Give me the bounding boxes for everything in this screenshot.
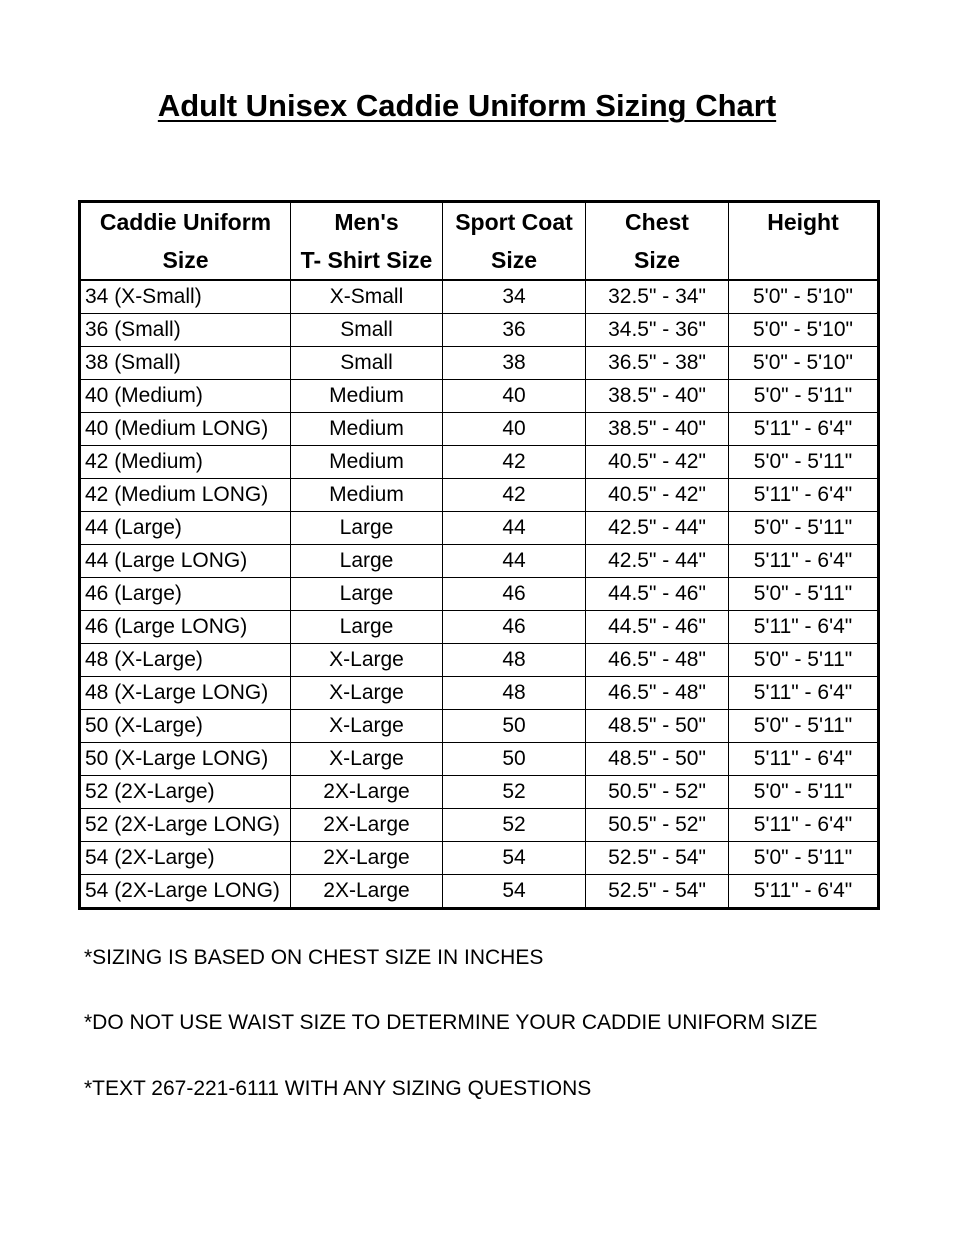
sport-coat-cell: 44 — [443, 512, 586, 545]
header-caddie-uniform-sub: Size — [80, 241, 291, 280]
chest-size-cell: 34.5" - 36" — [586, 314, 729, 347]
table-row — [80, 446, 879, 479]
uniform-size-cell: 54 (2X-Large) — [80, 842, 291, 875]
chest-size-cell: 44.5" - 46" — [586, 578, 729, 611]
uniform-size-cell: 46 (Large) — [80, 578, 291, 611]
height-cell: 5'0" - 5'11" — [729, 512, 879, 545]
uniform-size-cell: 52 (2X-Large LONG) — [80, 809, 291, 842]
sport-coat-cell: 42 — [443, 446, 586, 479]
header-mens-sub: T- Shirt Size — [291, 241, 443, 280]
sport-coat-cell: 46 — [443, 611, 586, 644]
height-cell: 5'0" - 5'10" — [729, 280, 879, 314]
tshirt-size-cell: Medium — [291, 413, 443, 446]
height-cell: 5'0" - 5'11" — [729, 644, 879, 677]
note-chest-sizing: *SIZING IS BASED ON CHEST SIZE IN INCHES — [84, 946, 544, 969]
table-row — [80, 280, 879, 314]
uniform-size-cell: 42 (Medium) — [80, 446, 291, 479]
chest-size-cell: 46.5" - 48" — [586, 677, 729, 710]
uniform-size-cell: 44 (Large) — [80, 512, 291, 545]
sport-coat-cell: 46 — [443, 578, 586, 611]
tshirt-size-cell: 2X-Large — [291, 809, 443, 842]
height-cell: 5'11" - 6'4" — [729, 413, 879, 446]
tshirt-size-cell: 2X-Large — [291, 842, 443, 875]
table-row — [80, 479, 879, 512]
tshirt-size-cell: Large — [291, 512, 443, 545]
table-row — [80, 314, 879, 347]
uniform-size-cell: 48 (X-Large) — [80, 644, 291, 677]
table-row — [80, 413, 879, 446]
height-cell: 5'0" - 5'11" — [729, 578, 879, 611]
height-cell: 5'11" - 6'4" — [729, 743, 879, 776]
sport-coat-cell: 40 — [443, 413, 586, 446]
page-title: Adult Unisex Caddie Uniform Sizing Chart — [157, 88, 777, 123]
table-row — [80, 644, 879, 677]
table-row — [80, 776, 879, 809]
header-chest-sub: Size — [586, 241, 729, 280]
uniform-size-cell: 42 (Medium LONG) — [80, 479, 291, 512]
tshirt-size-cell: Medium — [291, 446, 443, 479]
height-cell: 5'0" - 5'11" — [729, 446, 879, 479]
tshirt-size-cell: Small — [291, 347, 443, 380]
chest-size-cell: 50.5" - 52" — [586, 776, 729, 809]
tshirt-size-cell: X-Large — [291, 644, 443, 677]
height-cell: 5'0" - 5'11" — [729, 710, 879, 743]
table-row — [80, 875, 879, 909]
sport-coat-cell: 40 — [443, 380, 586, 413]
tshirt-size-cell: X-Large — [291, 677, 443, 710]
chest-size-cell: 44.5" - 46" — [586, 611, 729, 644]
height-cell: 5'0" - 5'11" — [729, 776, 879, 809]
uniform-size-cell: 40 (Medium) — [80, 380, 291, 413]
sport-coat-cell: 42 — [443, 479, 586, 512]
header-height: Height — [729, 202, 879, 242]
header-row-bottom — [80, 241, 879, 280]
table-row — [80, 512, 879, 545]
uniform-size-cell: 34 (X-Small) — [80, 280, 291, 314]
chest-size-cell: 40.5" - 42" — [586, 479, 729, 512]
sport-coat-cell: 54 — [443, 875, 586, 909]
chest-size-cell: 46.5" - 48" — [586, 644, 729, 677]
header-sport-coat: Sport Coat — [443, 202, 586, 242]
sport-coat-cell: 54 — [443, 842, 586, 875]
table-row — [80, 578, 879, 611]
sport-coat-cell: 34 — [443, 280, 586, 314]
sport-coat-cell: 44 — [443, 545, 586, 578]
sport-coat-cell: 50 — [443, 743, 586, 776]
uniform-size-cell: 50 (X-Large LONG) — [80, 743, 291, 776]
header-height-sub — [729, 241, 879, 280]
tshirt-size-cell: Medium — [291, 380, 443, 413]
height-cell: 5'11" - 6'4" — [729, 611, 879, 644]
height-cell: 5'0" - 5'10" — [729, 314, 879, 347]
uniform-size-cell: 38 (Small) — [80, 347, 291, 380]
height-cell: 5'11" - 6'4" — [729, 545, 879, 578]
uniform-size-cell: 54 (2X-Large LONG) — [80, 875, 291, 909]
height-cell: 5'0" - 5'11" — [729, 380, 879, 413]
uniform-size-cell: 50 (X-Large) — [80, 710, 291, 743]
chest-size-cell: 42.5" - 44" — [586, 545, 729, 578]
tshirt-size-cell: X-Large — [291, 743, 443, 776]
uniform-size-cell: 40 (Medium LONG) — [80, 413, 291, 446]
header-caddie-uniform: Caddie Uniform — [80, 202, 291, 242]
table-header — [80, 202, 879, 281]
table-row — [80, 545, 879, 578]
height-cell: 5'11" - 6'4" — [729, 875, 879, 909]
table-body — [80, 280, 879, 909]
tshirt-size-cell: Medium — [291, 479, 443, 512]
chest-size-cell: 42.5" - 44" — [586, 512, 729, 545]
chest-size-cell: 48.5" - 50" — [586, 710, 729, 743]
tshirt-size-cell: Large — [291, 545, 443, 578]
sizing-table — [78, 200, 880, 910]
tshirt-size-cell: Large — [291, 578, 443, 611]
header-sport-coat-sub: Size — [443, 241, 586, 280]
table-row — [80, 611, 879, 644]
chest-size-cell: 50.5" - 52" — [586, 809, 729, 842]
table-row — [80, 380, 879, 413]
header-chest: Chest — [586, 202, 729, 242]
uniform-size-cell: 44 (Large LONG) — [80, 545, 291, 578]
chest-size-cell: 38.5" - 40" — [586, 380, 729, 413]
note-waist-warning: *DO NOT USE WAIST SIZE TO DETERMINE YOUR CADDIE UNIFORM SIZE — [84, 1011, 818, 1034]
sport-coat-cell: 50 — [443, 710, 586, 743]
sport-coat-cell: 38 — [443, 347, 586, 380]
chest-size-cell: 48.5" - 50" — [586, 743, 729, 776]
height-cell: 5'0" - 5'11" — [729, 842, 879, 875]
height-cell: 5'11" - 6'4" — [729, 677, 879, 710]
table-row — [80, 710, 879, 743]
sport-coat-cell: 36 — [443, 314, 586, 347]
header-row-top — [80, 202, 879, 242]
uniform-size-cell: 52 (2X-Large) — [80, 776, 291, 809]
chest-size-cell: 52.5" - 54" — [586, 875, 729, 909]
tshirt-size-cell: 2X-Large — [291, 776, 443, 809]
header-mens: Men's — [291, 202, 443, 242]
height-cell: 5'0" - 5'10" — [729, 347, 879, 380]
uniform-size-cell: 46 (Large LONG) — [80, 611, 291, 644]
sport-coat-cell: 48 — [443, 644, 586, 677]
sport-coat-cell: 52 — [443, 809, 586, 842]
sport-coat-cell: 52 — [443, 776, 586, 809]
tshirt-size-cell: X-Large — [291, 710, 443, 743]
tshirt-size-cell: Small — [291, 314, 443, 347]
chest-size-cell: 32.5" - 34" — [586, 280, 729, 314]
tshirt-size-cell: Large — [291, 611, 443, 644]
table-row — [80, 677, 879, 710]
table-row — [80, 842, 879, 875]
chest-size-cell: 40.5" - 42" — [586, 446, 729, 479]
uniform-size-cell: 36 (Small) — [80, 314, 291, 347]
chest-size-cell: 52.5" - 54" — [586, 842, 729, 875]
chest-size-cell: 38.5" - 40" — [586, 413, 729, 446]
table-row — [80, 347, 879, 380]
table-row — [80, 743, 879, 776]
tshirt-size-cell: X-Small — [291, 280, 443, 314]
sport-coat-cell: 48 — [443, 677, 586, 710]
height-cell: 5'11" - 6'4" — [729, 479, 879, 512]
tshirt-size-cell: 2X-Large — [291, 875, 443, 909]
height-cell: 5'11" - 6'4" — [729, 809, 879, 842]
note-contact-text: *TEXT 267-221-6111 WITH ANY SIZING QUESTIONS — [84, 1077, 592, 1100]
chest-size-cell: 36.5" - 38" — [586, 347, 729, 380]
table-row — [80, 809, 879, 842]
uniform-size-cell: 48 (X-Large LONG) — [80, 677, 291, 710]
